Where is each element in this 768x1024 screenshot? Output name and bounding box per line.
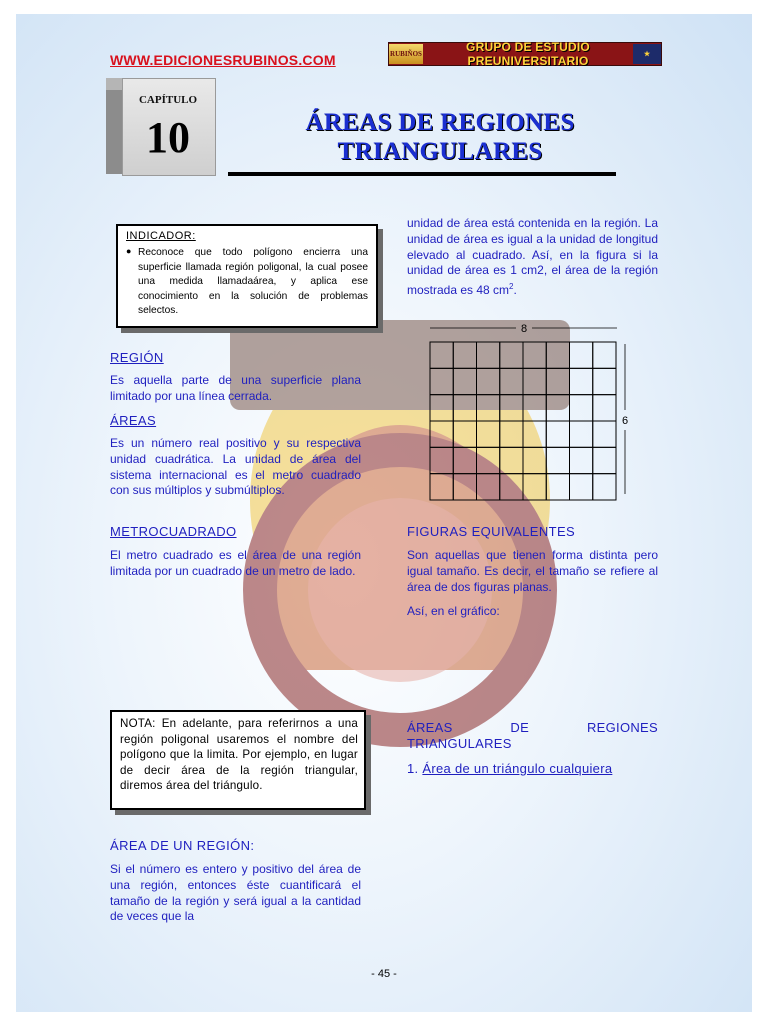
grid-cell [570,447,593,473]
website-link[interactable]: WWW.EDICIONESRUBINOS.COM [110,52,336,68]
grid-cell [570,474,593,500]
unit-area-superscript: 2 [509,282,514,292]
grid-cell [477,395,500,421]
grid-cell [570,395,593,421]
rubinos-logo-icon: RUBIÑOS [389,44,423,64]
grid-width-label: 8 [520,323,528,335]
grid-cell [477,368,500,394]
grid-cell [523,474,546,500]
grid-cell [546,368,569,394]
equiv-heading: FIGURAS EQUIVALENTES [407,524,576,539]
emblem-icon: ★ [633,44,661,64]
page-number: - 45 - [371,968,397,980]
grid-cell [570,342,593,368]
indicator-text: Reconoce que todo polígono encierra una superficie llamada región poligonal, la cual posee una medida llamadaárea, y aplica ese conocimiento en la solución de problemas selectos. [138,247,368,317]
grid-cell [453,395,476,421]
grid-cell [570,368,593,394]
chapter-block [106,78,214,174]
group-banner [388,42,662,66]
grid-cell [477,447,500,473]
list-item-1-number: 1. [407,761,419,776]
grid-cell [546,342,569,368]
grid-cell [453,421,476,447]
grid-cell [523,421,546,447]
nota-text: NOTA: En adelante, para referirnos a una región poligonal usaremos el nombre del polígono que la limita. Por ejemplo, en lugar de decir área de la región triangular, diremos área del triángulo. [120,717,358,793]
region-text: Es aquella parte de una superficie plana limitado por una línea cerrada. [110,373,361,403]
equiv-text: Son aquellas que tienen forma distinta pero igual tamaño. Es decir, el tamaño se refiere al área de dos figuras planas. [407,548,658,594]
grid-cell [546,474,569,500]
metro-text: El metro cuadrado es el área de una región limitada por un cuadrado de un metro de lado. [110,548,361,578]
page-title [230,108,650,166]
areas-heading: ÁREAS [110,413,157,428]
grid-cell [500,421,523,447]
grid-height-label: 6 [621,415,629,427]
grid-cell [523,395,546,421]
grid-cell [523,368,546,394]
grid-cell [500,368,523,394]
area-grid-figure [418,318,638,504]
unit-area-end: . [513,283,517,298]
grid-cell [500,474,523,500]
grid-cells [430,342,616,500]
grid-cell [570,421,593,447]
grid-cell [477,474,500,500]
grid-cell [593,395,616,421]
grid-cell [546,421,569,447]
areas-triangulares-heading-text: ÁREAS DE REGIONES TRIANGULARES [407,720,658,751]
title-line-2: TRIANGULARES [337,138,543,165]
grid-cell [453,447,476,473]
grid-cell [593,474,616,500]
grid-cell [453,368,476,394]
title-line-1: ÁREAS DE REGIONES [305,109,575,136]
unit-area-text [407,216,658,299]
grid-cell [523,342,546,368]
grid-cell [546,395,569,421]
bullet-icon: ● [126,246,132,256]
grid-cell [453,342,476,368]
grid-cell [430,395,453,421]
grid-cell [430,342,453,368]
grid-cell [523,447,546,473]
indicator-heading: INDICADOR: [126,230,196,242]
area-region-heading: ÁREA DE UN REGIÓN: [110,838,255,853]
banner-text: GRUPO DE ESTUDIO PREUNIVERSITARIO [466,40,590,68]
grid-cell [477,421,500,447]
equiv-text-2: Así, en el gráfico: [407,604,500,618]
grid-cell [593,447,616,473]
unit-area-body: unidad de área está contenida en la región. La unidad de área es igual a la unidad de longitud elevado al cuadrado. Así, en la figura si la unidad de área es 1 cm2, el área de la región mostrada es 48 cm [407,216,658,298]
region-heading: REGIÓN [110,350,164,365]
chapter-number: 10 [146,113,190,162]
grid-cell [593,421,616,447]
grid-cell [500,342,523,368]
grid-cell [430,474,453,500]
areas-triangulares-heading [407,720,658,752]
chapter-block-side [106,78,122,174]
grid-cell [500,395,523,421]
list-item-1 [407,761,612,776]
areas-text: Es un número real positivo y su respectiva unidad cuadrática. La unidad de área del sistema internacional es el metro cuadrado con sus múltiplos y submúltiplos. [110,436,361,498]
list-item-1-text: Área de un triángulo cualquiera [422,761,613,776]
grid-cell [593,368,616,394]
indicator-box [116,224,378,328]
chapter-label: CAPÍTULO [138,94,198,106]
grid-cell [477,342,500,368]
area-region-text: Si el número es entero y positivo del área de una región, entonces éste cuantificará el tamaño de la región y será igual a la cantidad de veces que la [110,862,361,924]
grid-cell [430,421,453,447]
metro-heading: METROCUADRADO [110,524,237,539]
grid-cell [500,447,523,473]
grid-cell [546,447,569,473]
nota-box [110,710,366,810]
title-rule [228,172,616,176]
grid-cell [593,342,616,368]
grid-cell [430,447,453,473]
grid-cell [430,368,453,394]
grid-cell [453,474,476,500]
